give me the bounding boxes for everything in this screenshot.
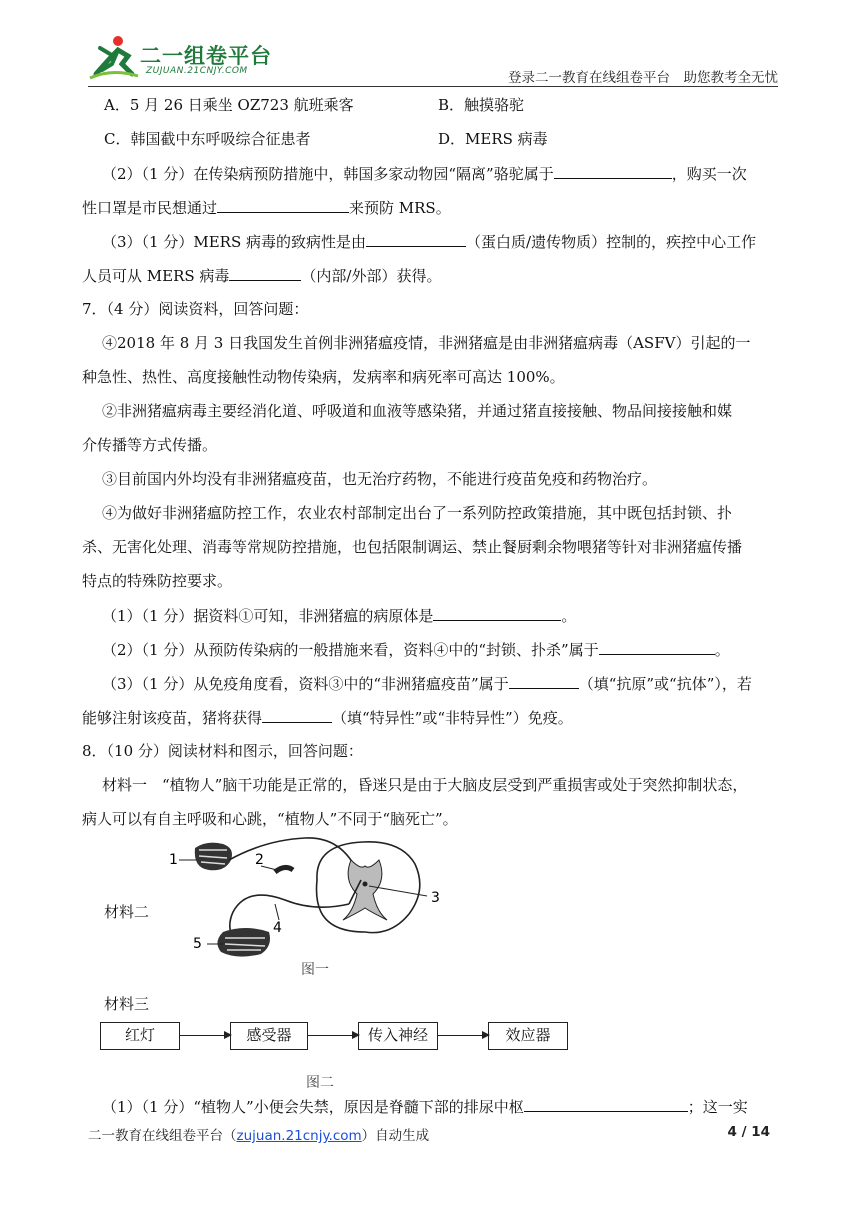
answer-blank[interactable] — [229, 265, 301, 281]
q8-title: 8．（10 分）阅读材料和图示，回答问题： — [82, 742, 363, 760]
q8-material1-line1: 材料一 “植物人”脑干功能是正常的，昏迷只是由于大脑皮层受到严重损害或处于突然抑制状态， — [102, 776, 748, 794]
figure2-caption: 图二 — [306, 1075, 334, 1091]
q8-material2-label: 材料二 — [104, 903, 150, 921]
answer-blank[interactable] — [509, 673, 579, 689]
header-slogan: 登录二一教育在线组卷平台 助您教考全无忧 — [508, 70, 778, 86]
q7-material3: ③目前国内外均没有非洲猪瘟疫苗，也无治疗药物，不能进行疫苗免疫和药物治疗。 — [102, 470, 658, 488]
answer-blank[interactable] — [262, 707, 332, 723]
flow-arrow-icon — [308, 1035, 358, 1036]
q7-sub3-line1: （3）（1 分）从免疫角度看，资料③中的“非洲猪瘟疫苗”属于 （填“抗原”或“抗体”），若 — [102, 675, 752, 693]
q8-material1-line2: 病人可以有自主呼吸和心跳，“植物人”不同于“脑死亡”。 — [82, 810, 458, 828]
header-divider — [88, 86, 778, 87]
label-1: 1 — [169, 852, 178, 868]
logo-title: 二一组卷平台 — [140, 44, 272, 68]
q7-material1-line2: 种急性、热性、高度接触性动物传染病，发病率和病死率可高达 100%。 — [82, 368, 565, 386]
answer-blank[interactable] — [433, 605, 561, 621]
label-4: 4 — [273, 920, 282, 936]
figure1-caption: 图一 — [301, 962, 329, 978]
label-3: 3 — [431, 890, 440, 906]
flow-box-effector: 效应器 — [488, 1022, 568, 1050]
flow-box-red-light: 红灯 — [100, 1022, 180, 1050]
q6-option-a: A．5 月 26 日乘坐 OZ723 航班乘客 — [104, 96, 354, 114]
answer-blank[interactable] — [366, 231, 466, 247]
runner-logo-icon — [88, 34, 140, 80]
site-logo[interactable] — [88, 34, 288, 82]
answer-blank[interactable] — [217, 197, 349, 213]
q7-material2-line2: 介传播等方式传播。 — [82, 436, 218, 454]
q7-material4-line3: 特点的特殊防控要求。 — [82, 572, 233, 590]
q8-sub1: （1）（1 分）“植物人”小便会失禁，原因是脊髓下部的排尿中枢 ；这一实 — [102, 1098, 748, 1116]
q6-option-c: C．韩国截中东呼吸综合征患者 — [104, 130, 311, 148]
q6-sub3-line1: （3）（1 分）MERS 病毒的致病性是由 （蛋白质/遗传物质）控制的，疾控中心工作 — [102, 233, 757, 251]
answer-blank[interactable] — [554, 163, 672, 179]
ganglion-shape — [275, 867, 293, 872]
q7-title: 7．（4 分）阅读资料，回答问题： — [82, 300, 309, 318]
receptor-shape — [195, 843, 232, 871]
label-2: 2 — [255, 852, 264, 868]
q7-material1-line1: ④2018 年 8 月 3 日我国发生首例非洲猪瘟疫情，非洲猪瘟是由非洲猪瘟病毒（ASFV）引起的一 — [102, 334, 751, 352]
answer-blank[interactable] — [524, 1096, 688, 1112]
flow-box-receptor: 感受器 — [230, 1022, 308, 1050]
page-number: 4 / 14 — [727, 1124, 770, 1140]
q7-sub2: （2）（1 分）从预防传染病的一般措施来看，资料④中的“封锁、扑杀”属于 。 — [102, 641, 730, 659]
q6-option-b: B．触摸骆驼 — [438, 96, 525, 114]
spinal-cord-shape — [317, 842, 420, 933]
reflex-arc-figure — [165, 820, 465, 978]
q6-sub3-line2: 人员可从 MERS 病毒 （内部/外部）获得。 — [82, 267, 442, 285]
logo-subtitle: ZUJUAN.21CNJY.COM — [146, 66, 248, 76]
effector-shape — [217, 928, 270, 957]
q6-sub2-line2: 性口罩是市民想通过 来预防 MRS。 — [82, 199, 451, 217]
q7-sub3-line2: 能够注射该疫苗，猪将获得 （填“特异性”或“非特异性”）免疫。 — [82, 709, 573, 727]
reflex-arc-diagram — [165, 820, 465, 978]
answer-blank[interactable] — [599, 639, 715, 655]
flow-arrow-icon — [438, 1035, 488, 1036]
q6-option-d: D．MERS 病毒 — [438, 130, 548, 148]
q7-material4-line1: ④为做好非洲猪瘟防控工作，农业农村部制定出台了一系列防控政策措施，其中既包括封锁、扑 — [102, 504, 733, 522]
q8-material3-label: 材料三 — [104, 995, 150, 1013]
afferent-nerve — [229, 838, 361, 880]
q7-material4-line2: 杀、无害化处理、消毒等常规防控措施，也包括限制调运、禁止餐厨剩余物喂猪等针对非洲猪瘟传播 — [82, 538, 743, 556]
label-5: 5 — [193, 936, 202, 952]
reflex-flow-figure — [100, 1022, 580, 1092]
flow-arrow-icon — [180, 1035, 230, 1036]
footer-link[interactable]: zujuan.21cnjy.com — [236, 1128, 362, 1144]
q7-sub1: （1）（1 分）据资料①可知，非洲猪瘟的病原体是 。 — [102, 607, 577, 625]
flow-box-afferent: 传入神经 — [358, 1022, 438, 1050]
q7-material2-line1: ②非洲猪瘟病毒主要经消化道、呼吸道和血液等感染猪，并通过猪直接接触、物品间接接触和媒 — [102, 402, 733, 420]
footer-source: 二一教育在线组卷平台（zujuan.21cnjy.com）自动生成 — [88, 1128, 430, 1144]
q6-sub2-line1: （2）（1 分）在传染病预防措施中，韩国多家动物园“隔离”骆驼属于 ，购买一次 — [102, 165, 747, 183]
